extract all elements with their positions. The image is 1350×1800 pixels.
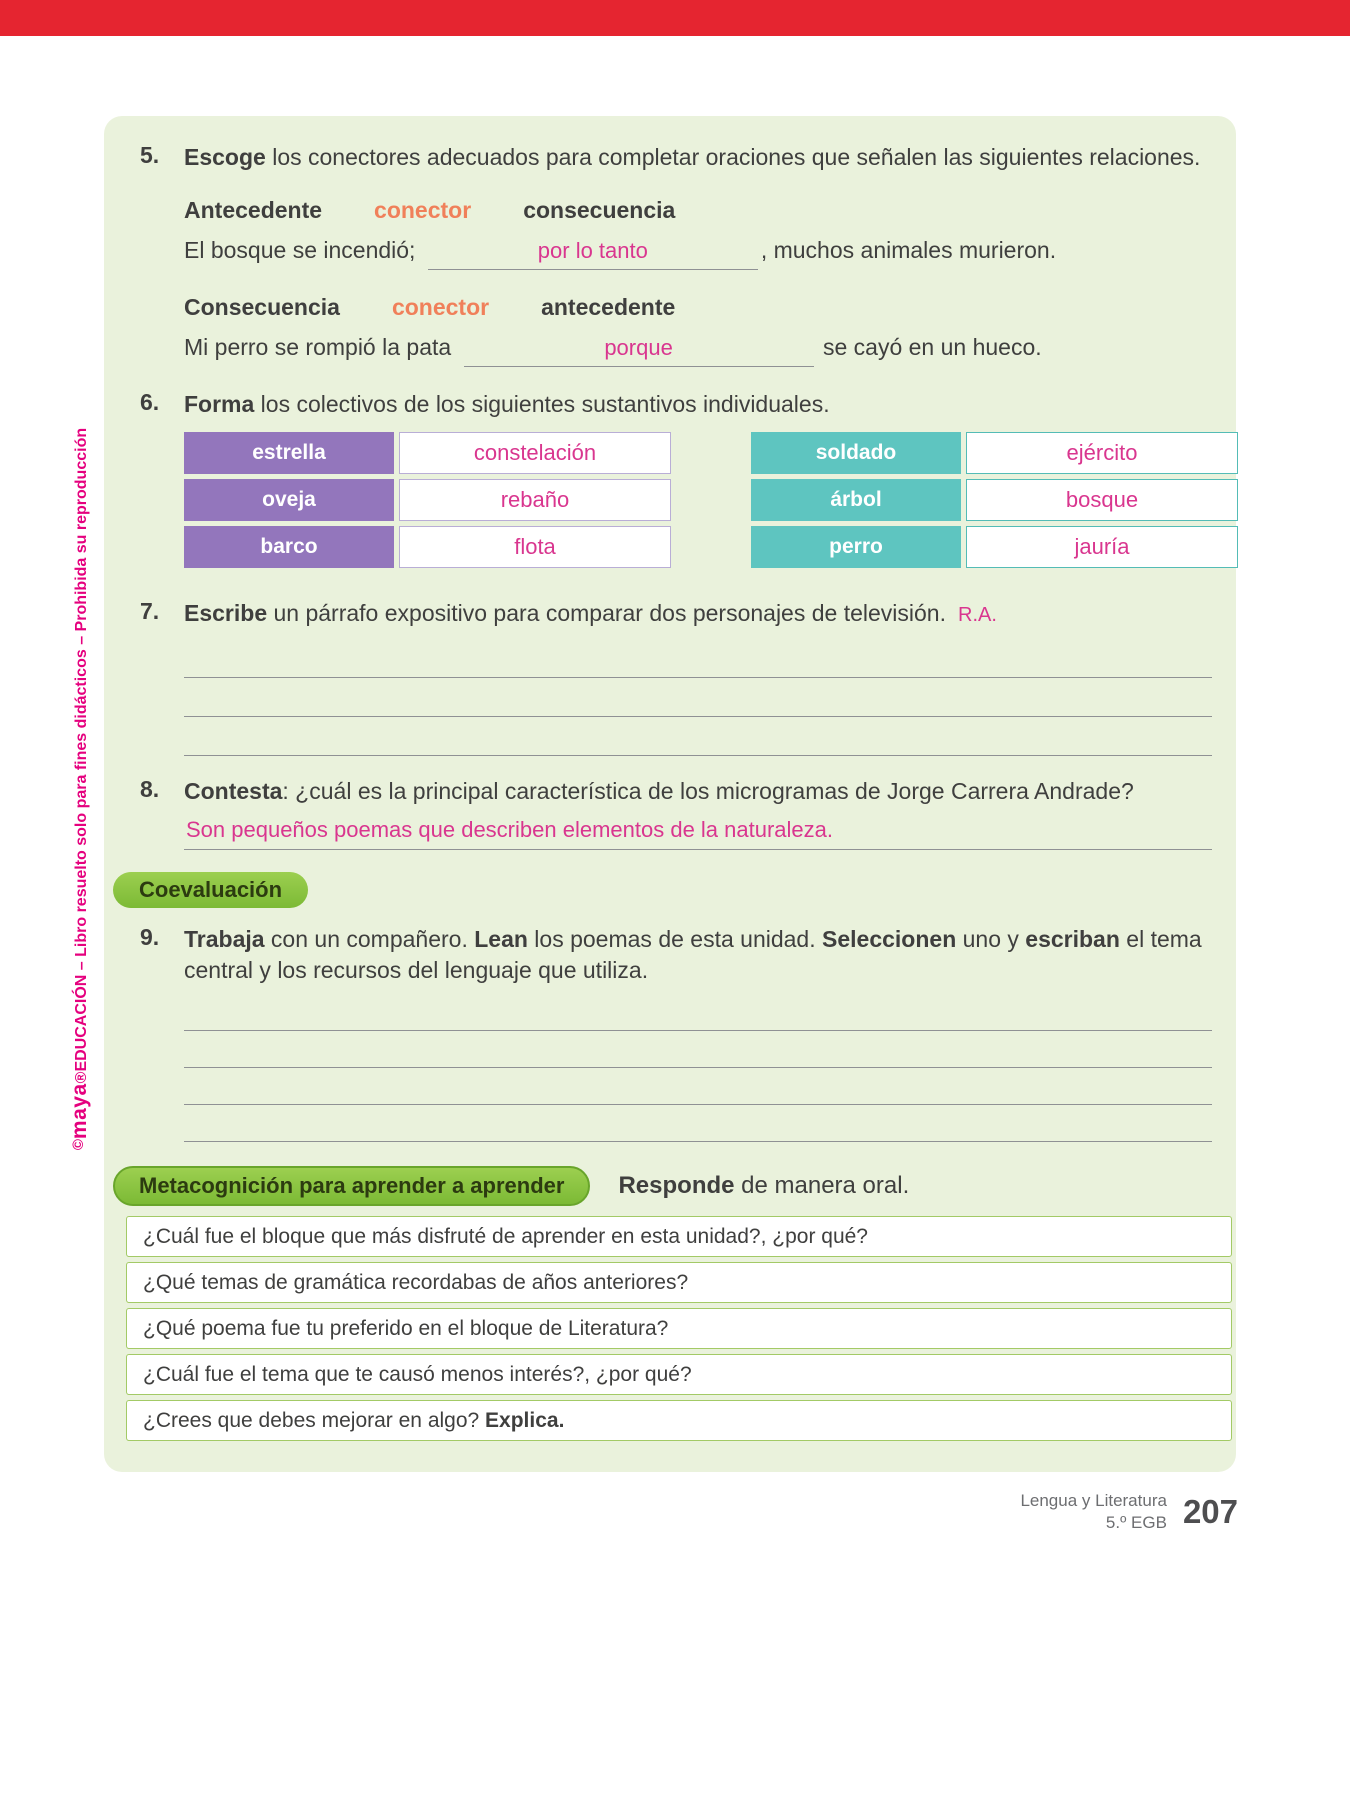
publisher-name: ®EDUCACIÓN [73,974,90,1084]
handwritten-answer: jauría [1074,534,1130,559]
top-red-bar [0,0,1350,36]
exercise-5-number: 5. [140,142,160,168]
connector-pattern-2 [184,294,1212,321]
metacognicion-questions [126,1216,1232,1441]
collectives-table-right [751,432,1238,568]
legal-notice: – Libro resuelto solo para fines didácticos – Prohibida su reproducción [73,427,90,975]
exercise-8 [140,776,1212,850]
exercise-6 [140,389,1212,568]
exercise-5 [140,142,1212,367]
word-cell: árbol [751,479,961,521]
responde-instruction: Responde de manera oral. [618,1172,910,1199]
answer-cell [966,526,1238,568]
write-line [184,639,1212,678]
handwritten-answer: Son pequeños poemas que describen elementos de la naturaleza. [186,817,834,842]
write-line [184,1105,1212,1142]
handwritten-answer: rebaño [500,487,570,512]
pattern-antecedente-2: antecedente [541,294,676,320]
exercise-6-instruction: Forma los colectivos de los siguientes sustantivos individuales. [184,391,830,417]
handwritten-answer: bosque [1065,487,1139,512]
copyright-sidebar [68,409,92,1169]
answer-cell [399,432,671,474]
exercise-7 [140,598,1212,756]
metacognicion-section [113,1166,1212,1206]
handwritten-answer: ejército [1066,440,1138,465]
footer-grade: 5.º EGB [1105,1513,1167,1532]
word-cell: perro [751,526,961,568]
write-line [184,717,1212,756]
question-row: ¿Crees que debes mejorar en algo? Explica. [126,1400,1232,1441]
page-footer [1020,1490,1238,1534]
answer-cell [966,479,1238,521]
answer-blank [464,329,814,367]
exercise-8-number: 8. [140,776,160,802]
handwritten-answer: constelación [473,440,597,465]
word-cell: barco [184,526,394,568]
answer-cell [399,479,671,521]
connector-pattern-1 [184,197,1212,224]
answer-cell [399,526,671,568]
exercises-panel [104,116,1236,1472]
answer-lines [184,639,1212,756]
answer-blank [428,232,758,270]
coevaluacion-badge: Coevaluación [113,872,308,908]
collectives-table-left [184,432,671,568]
pattern-conector: conector [374,197,472,223]
pattern-antecedente: Antecedente [184,197,323,223]
question-row: ¿Cuál fue el tema que te causó menos interés?, ¿por qué? [126,1354,1232,1395]
coevaluacion-section [113,872,1212,908]
question-row: ¿Qué temas de gramática recordabas de años anteriores? [126,1262,1232,1303]
pattern-consecuencia: consecuencia [523,197,676,223]
metacognicion-badge: Metacognición para aprender a aprender [113,1166,590,1206]
exercise-7-number: 7. [140,598,160,624]
write-line [184,994,1212,1031]
exercise-6-number: 6. [140,389,160,415]
word-cell: estrella [184,432,394,474]
write-line [184,1031,1212,1068]
write-line [184,1068,1212,1105]
handwritten-answer: porque [604,335,673,360]
sentence-1: El bosque se incendió; por lo tanto , muchos animales murieron. [184,232,1212,270]
collectives-tables [184,432,1212,568]
write-line [184,678,1212,717]
question-row: ¿Qué poema fue tu preferido en el bloque de Literatura? [126,1308,1232,1349]
exercise-7-instruction: Escribe un párrafo expositivo para comparar dos personajes de televisión. R.A. [184,600,997,626]
publisher-logo: maya [68,1083,91,1140]
exercise-8-instruction: Contesta: ¿cuál es la principal característica de los microgramas de Jorge Carrera Andrade? [184,778,1134,804]
pattern-conector-2: conector [391,294,490,320]
answer-cell [966,432,1238,474]
sentence-2: Mi perro se rompió la pata porque se cayó en un hueco. [184,329,1212,367]
answer-lines [184,994,1212,1142]
exercise-5-instruction: Escoge los conectores adecuados para completar oraciones que señalen las siguientes relaciones. [184,144,1201,170]
exercise-9-number: 9. [140,924,160,950]
word-cell: soldado [751,432,961,474]
footer-subject: Lengua y Literatura [1020,1491,1167,1510]
handwritten-answer: flota [514,534,556,559]
handwritten-answer: por lo tanto [537,238,648,263]
free-answer-note: R.A. [958,604,997,626]
answer-line [184,811,1212,850]
exercise-9-instruction: Trabaja con un compañero. Lean los poemas de esta unidad. Seleccionen uno y escriban el tema central y los recursos del lenguaje que utiliza. [184,926,1202,983]
copyright-symbol: © [70,1139,87,1151]
question-row: ¿Cuál fue el bloque que más disfruté de aprender en esta unidad?, ¿por qué? [126,1216,1232,1257]
pattern-consecuencia-2: Consecuencia [184,294,340,320]
page-number: 207 [1182,1493,1238,1530]
word-cell: oveja [184,479,394,521]
exercise-9 [140,924,1212,1142]
